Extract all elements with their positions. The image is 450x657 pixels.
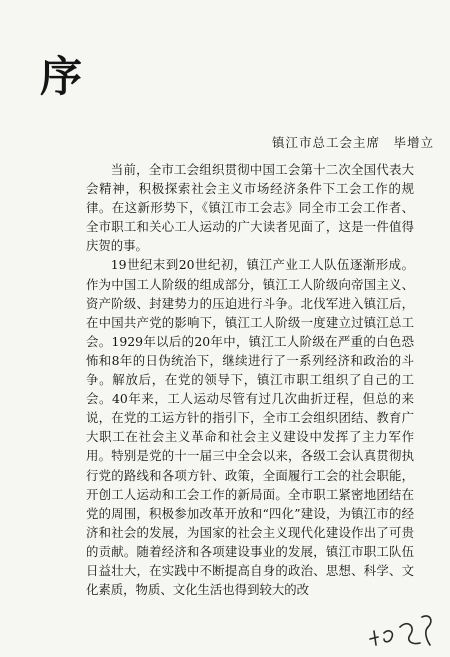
paragraph: 当前，全市工会组织贯彻中国工会第十二次全国代表大会精神，积极探索社会主义市场经济条件下工会工作的规律。在这新形势下，《镇江市工会志》同全市工会工作者、全市职工和关心工人运动的广大读者见面了，这是一件值得庆贺的事。	[86, 162, 414, 254]
body-text	[86, 160, 414, 599]
page-title: 序	[40, 52, 83, 101]
handwritten-mark	[364, 609, 436, 649]
paragraph: 19世纪末到20世纪初，镇江产业工人队伍逐渐形成。作为中国工人阶级的组成部分，镇江工人阶级向帝国主义、资产阶级、封建势力的压迫进行斗争。北伐军进入镇江后，在中国共产党的影响下，镇江工人阶级一度建立过镇江总工会。1929年以后的20年中，镇江工人阶级在严重的白色恐怖和8年的日伪统治下，继续进行了一系列经济和政治的斗争。解放后，在党的领导下，镇江市职工组织了自己的工会。40年来，工人运动尽管有过几次曲折迂程，但总的来说，在党的工运方针的指引下，全市工会组织团结、教育广大职工在社会主义革命和社会主义建设中发挥了主力军作用。特别是党的十一届三中全会以来，各级工会认真贯彻执行党的路线和各项方针、政策，全面履行工会的社会职能，开创工人运动和工会工作的新局面。全市职工紧密地团结在党的周围，积极参加改革开放和“四化”建设，为镇江市的经济和社会的发展，为国家的社会主义现代化建设作出了可贵的贡献。随着经济和各项建设事业的发展，镇江市职工队伍日益壮大，在实践中不断提高自身的政治、思想、科学、文化素质，物质、文化生活也得到较大的改	[86, 257, 414, 598]
author-line: 镇江市总工会主席 毕增立	[271, 135, 434, 150]
